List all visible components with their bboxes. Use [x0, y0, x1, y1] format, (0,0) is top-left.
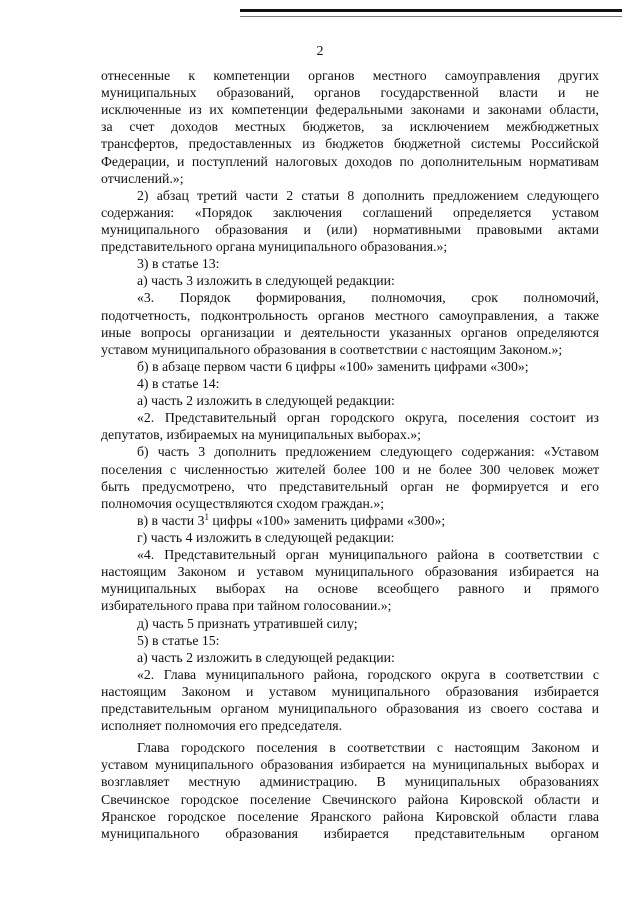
text-line: быть предусмотрено, что представительный орган не формируется и его: [101, 478, 599, 494]
text-line: исполняет полномочия его председателя.: [101, 718, 343, 734]
text-line: подотчетность, подконтрольность органов местного самоуправления, а также: [101, 307, 599, 323]
text-line: 5) в статье 15:: [137, 632, 220, 648]
text-line: представительным органом муниципального образования из своего состава и: [101, 701, 599, 717]
text-line: исключенные из их компетенции федеральными законами и законами области,: [101, 102, 599, 118]
text-line-part: в) в части 3: [137, 512, 205, 528]
text-line: муниципальных образований, органов государственной власти и не: [101, 85, 599, 101]
header-rule: [240, 9, 622, 12]
text-line: возглавляет местную администрацию. В муниципальных образованиях: [101, 774, 599, 790]
text-line: «4. Представительный орган муниципального района в соответствии с: [137, 547, 599, 563]
text-line: а) часть 2 изложить в следующей редакции:: [137, 649, 395, 665]
text-line: уставом муниципального образования в соответствии с настоящим Законом.»;: [101, 341, 563, 357]
header-rule-thin: [240, 16, 622, 17]
text-line: депутатов, избираемых на муниципальных выборах.»;: [101, 427, 422, 443]
text-line: б) часть 3 дополнить предложением следующего содержания: «Уставом: [137, 444, 599, 460]
text-line: «3. Порядок формирования, полномочия, срок полномочий,: [137, 290, 599, 306]
text-line: 3) в статье 13:: [137, 256, 220, 272]
text-line-part: цифры «100» заменить цифрами «300»;: [208, 512, 446, 528]
text-line: настоящим Законом и уставом муниципального образования избирается: [101, 683, 599, 699]
text-line: Федерации, и поступлений налоговых доходов по дополнительным нормативам: [101, 153, 599, 169]
text-line: уставом муниципального образования избирается на муниципальных выборах и: [101, 757, 599, 773]
text-line: полномочия осуществляются сходом граждан.»;: [101, 495, 385, 511]
text-line: поселения с численностью жителей более 100 и не более 300 человек может: [101, 461, 599, 477]
text-line: а) часть 3 изложить в следующей редакции:: [137, 273, 395, 289]
text-line: г) часть 4 изложить в следующей редакции:: [137, 529, 395, 545]
text-line: «2. Глава муниципального района, городского округа в соответствии с: [137, 666, 599, 682]
text-line: [101, 512, 599, 529]
text-line: Глава городского поселения в соответствии с настоящим Законом и: [137, 740, 599, 756]
text-line: муниципального образования избирается представительным органом: [101, 825, 599, 841]
text-line: представительного органа муниципального образования.»;: [101, 239, 448, 255]
text-line: отнесенные к компетенции органов местного самоуправления других: [101, 68, 599, 83]
superscript: 1: [204, 511, 209, 522]
text-line: Яранское городское поселение Яранского района Кировской области глава: [101, 808, 599, 824]
document-body: [101, 67, 599, 842]
text-line: 2) абзац третий части 2 статьи 8 дополнить предложением следующего: [137, 187, 599, 203]
text-line: содержания: «Порядок заключения соглашений определяется уставом: [101, 204, 599, 220]
text-line: 4) в статье 14:: [137, 375, 220, 391]
text-line: настоящим Законом и уставом муниципального образования избирается на: [101, 564, 599, 580]
text-line: «2. Представительный орган городского округа, поселения состоит из: [137, 410, 599, 426]
text-line: трансфертов, предоставленных из бюджетов бюджетной системы Российской: [101, 136, 599, 152]
text-line: избирательного права при тайном голосовании.»;: [101, 598, 392, 614]
text-line: за счет доходов местных бюджетов, за исключением межбюджетных: [101, 119, 599, 135]
text-line: отчислений.»;: [101, 170, 184, 186]
text-line: д) часть 5 признать утратившей силу;: [137, 615, 358, 631]
text-line: муниципального образования и (или) нормативными правовыми актами: [101, 221, 599, 237]
text-line: а) часть 2 изложить в следующей редакции:: [137, 393, 395, 409]
text-line: б) в абзаце первом части 6 цифры «100» заменить цифрами «300»;: [137, 358, 529, 374]
text-line: Свечинское городское поселение Свечинского района Кировской области и: [101, 791, 599, 807]
text-line: муниципальных выборах на основе всеобщего равного и прямого: [101, 581, 599, 597]
text-line: иные вопросы организации и деятельности указанных органов определяются: [101, 324, 599, 340]
page-number: 2: [316, 44, 324, 59]
